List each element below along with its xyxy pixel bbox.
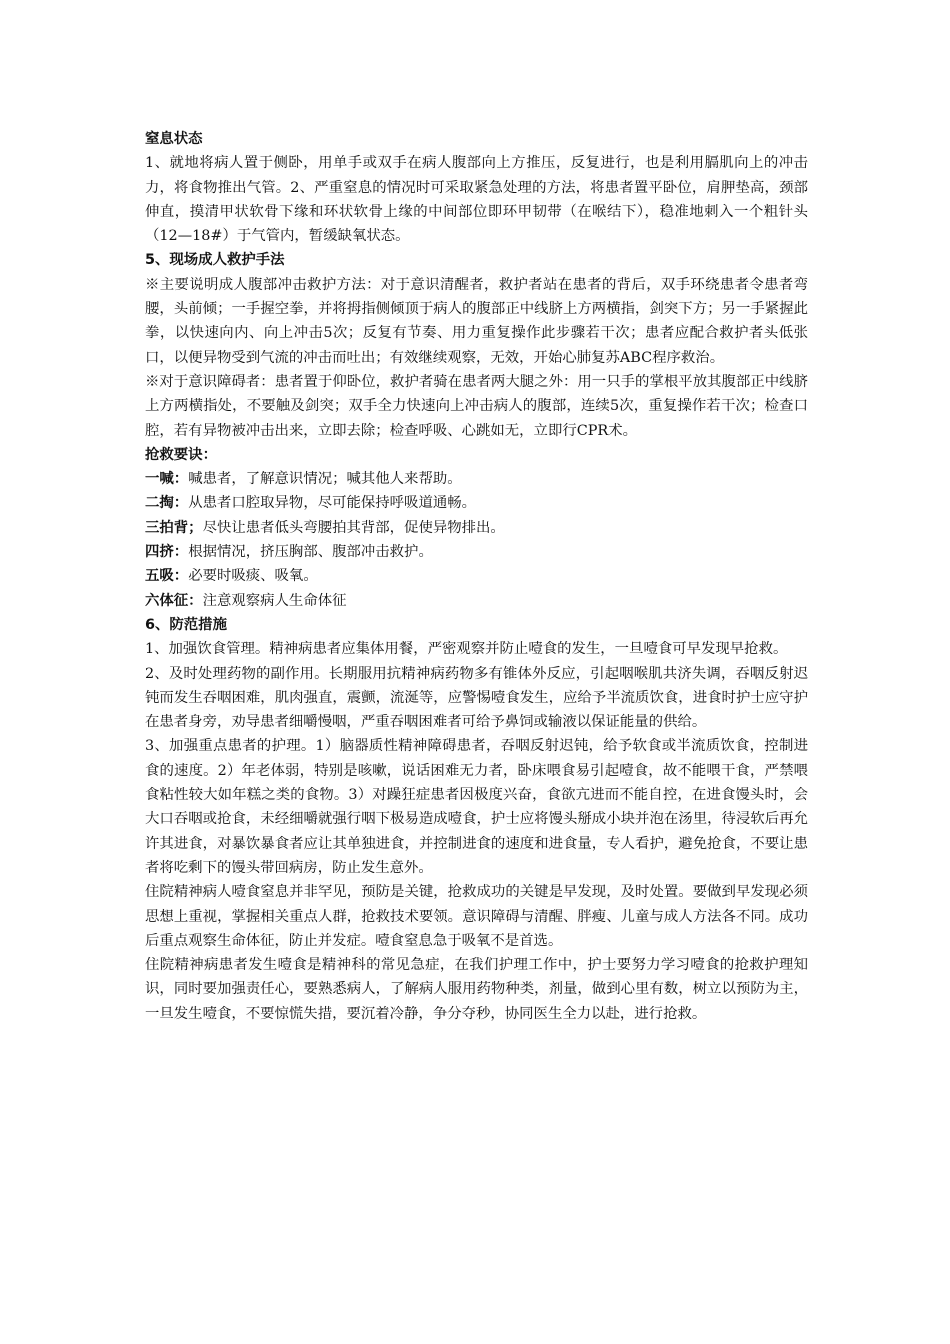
rescue-tip-key: 四挤： [145, 544, 189, 561]
rescue-tip-item [145, 467, 808, 491]
prevention-paragraph-1: 1、加强饮食管理。精神病患者应集体用餐，严密观察并防止噎食的发生，一旦噎食可早发现早抢救。 [145, 641, 788, 658]
prevention-paragraph-2: 2、及时处理药物的副作用。长期服用抗精神病药物多有锥体外反应，引起咽喉肌共济失调，吞咽反射迟钝而发生吞咽困难，肌肉强直，震颤，流涎等，应警惕噎食发生，应给予半流质饮食，进食时护士应守护在患者身旁，劝导患者细嚼慢咽，严重吞咽困难者可给予鼻饲或输液以保证能量的供给。 [145, 665, 808, 731]
rescue-tip-text: 尽快让患者低头弯腰拍其背部，促使异物排出。 [202, 519, 505, 536]
rescue-tip-text: 根据情况，挤压胸部、腹部冲击救护。 [188, 544, 433, 561]
unconscious-rescue-paragraph: ※对于意识障碍者：患者置于仰卧位，救护者骑在患者两大腿之外：用一只手的掌根平放其腹部正中线脐上方两横指处，不要触及剑突；双手全力快速向上冲击病人的腹部，连续5次，重复操作若干次；检查口腔，若有异物被冲击出来，立即去除；检查呼吸、心跳如无，立即行CPR术。 [145, 373, 808, 439]
summary-paragraph-2: 住院精神病患者发生噎食是精神科的常见急症，在我们护理工作中，护士要努力学习噎食的抢救护理知识，同时要加强责任心，要熟悉病人，了解病人服用药物种类，剂量，做到心里有数，树立以预防为主，一旦发生噎食，不要惊慌失措，要沉着冷静，争分夺秒，协同医生全力以赴，进行抢救。 [145, 957, 808, 1022]
rescue-tip-item [145, 540, 808, 564]
rescue-tip-text: 从患者口腔取异物，尽可能保持呼吸道通畅。 [188, 495, 477, 512]
rescue-tip-key: 六体征： [145, 592, 203, 609]
section-heading-asphyxia: 窒息状态 [145, 131, 203, 147]
rescue-tip-key: 二掏： [145, 495, 189, 512]
asphyxia-paragraph: 1、就地将病人置于侧卧，用单手或双手在病人腹部向上方推压，反复进行，也是利用膈肌向上的冲击力，将食物推出气管。2、严重窒息的情况时可采取紧急处理的方法，将患者置平卧位，肩胛垫高，颈部伸直，摸清甲状软骨下缘和环状软骨上缘的中间部位即环甲韧带（在喉结下），稳准地刺入一个粗针头（12—18#）于气管内，暂缓缺氧状态。 [145, 155, 808, 245]
rescue-tip-item [145, 564, 808, 588]
rescue-tip-item [145, 516, 808, 540]
conscious-rescue-paragraph: ※主要说明成人腹部冲击救护方法：对于意识清醒者，救护者站在患者的背后，双手环绕患者令患者弯腰，头前倾；一手握空拳，并将拇指侧倾顶于病人的腹部正中线脐上方两横指，剑突下方；另一手紧握此拳，以快速向内、向上冲击5次；反复有节奏、用力重复操作此步骤若干次；患者应配合救护者头低张口，以便异物受到气流的冲击而吐出；有效继续观察，无效，开始心肺复苏ABC程序救治。 [145, 276, 808, 366]
rescue-tip-item [145, 589, 808, 613]
rescue-tip-item [145, 491, 808, 515]
rescue-tip-text: 喊患者，了解意识情况；喊其他人来帮助。 [188, 471, 462, 488]
rescue-tip-text: 必要时吸痰、吸氧。 [188, 568, 318, 585]
rescue-tip-key: 三拍背； [145, 519, 203, 536]
rescue-tip-key: 五吸： [145, 568, 189, 585]
section-heading-5: 5、现场成人救护手法 [145, 252, 285, 269]
prevention-paragraph-3: 3、加强重点患者的护理。1）脑器质性精神障碍患者，吞咽反射迟钝，给予软食或半流质饮食，控制进食的速度。2）年老体弱，特别是咳嗽，说话困难无力者，卧床喂食易引起噎食，故不能喂干食，严禁喂食粘性较大如年糕之类的食物。3）对躁狂症患者因极度兴奋，食欲亢进而不能自控，在进食馒头时，会大口吞咽或抢食，未经细嚼就强行咽下极易造成噎食，护士应将馒头掰成小块并泡在汤里，待浸软后再允许其进食，对暴饮暴食者应让其单独进食，并控制进食的速度和进食量，专人看护，避免抢食，不要让患者将吃剩下的馒头带回病房，防止发生意外。 [145, 738, 808, 876]
document-page [145, 127, 808, 1026]
summary-paragraph-1: 住院精神病人噎食窒息并非罕见，预防是关键，抢救成功的关键是早发现，及时处置。要做到早发现必须思想上重视，掌握相关重点人群，抢救技术要领。意识障碍与清醒、胖瘦、儿童与成人方法各不同。成功后重点观察生命体征，防止并发症。噎食窒息急于吸氧不是首选。 [145, 884, 808, 949]
rescue-tips-heading: 抢救要诀： [145, 446, 217, 463]
section-heading-6: 6、防范措施 [145, 616, 227, 633]
rescue-tip-text: 注意观察病人生命体征 [202, 592, 347, 609]
rescue-tip-key: 一喊： [145, 471, 189, 488]
